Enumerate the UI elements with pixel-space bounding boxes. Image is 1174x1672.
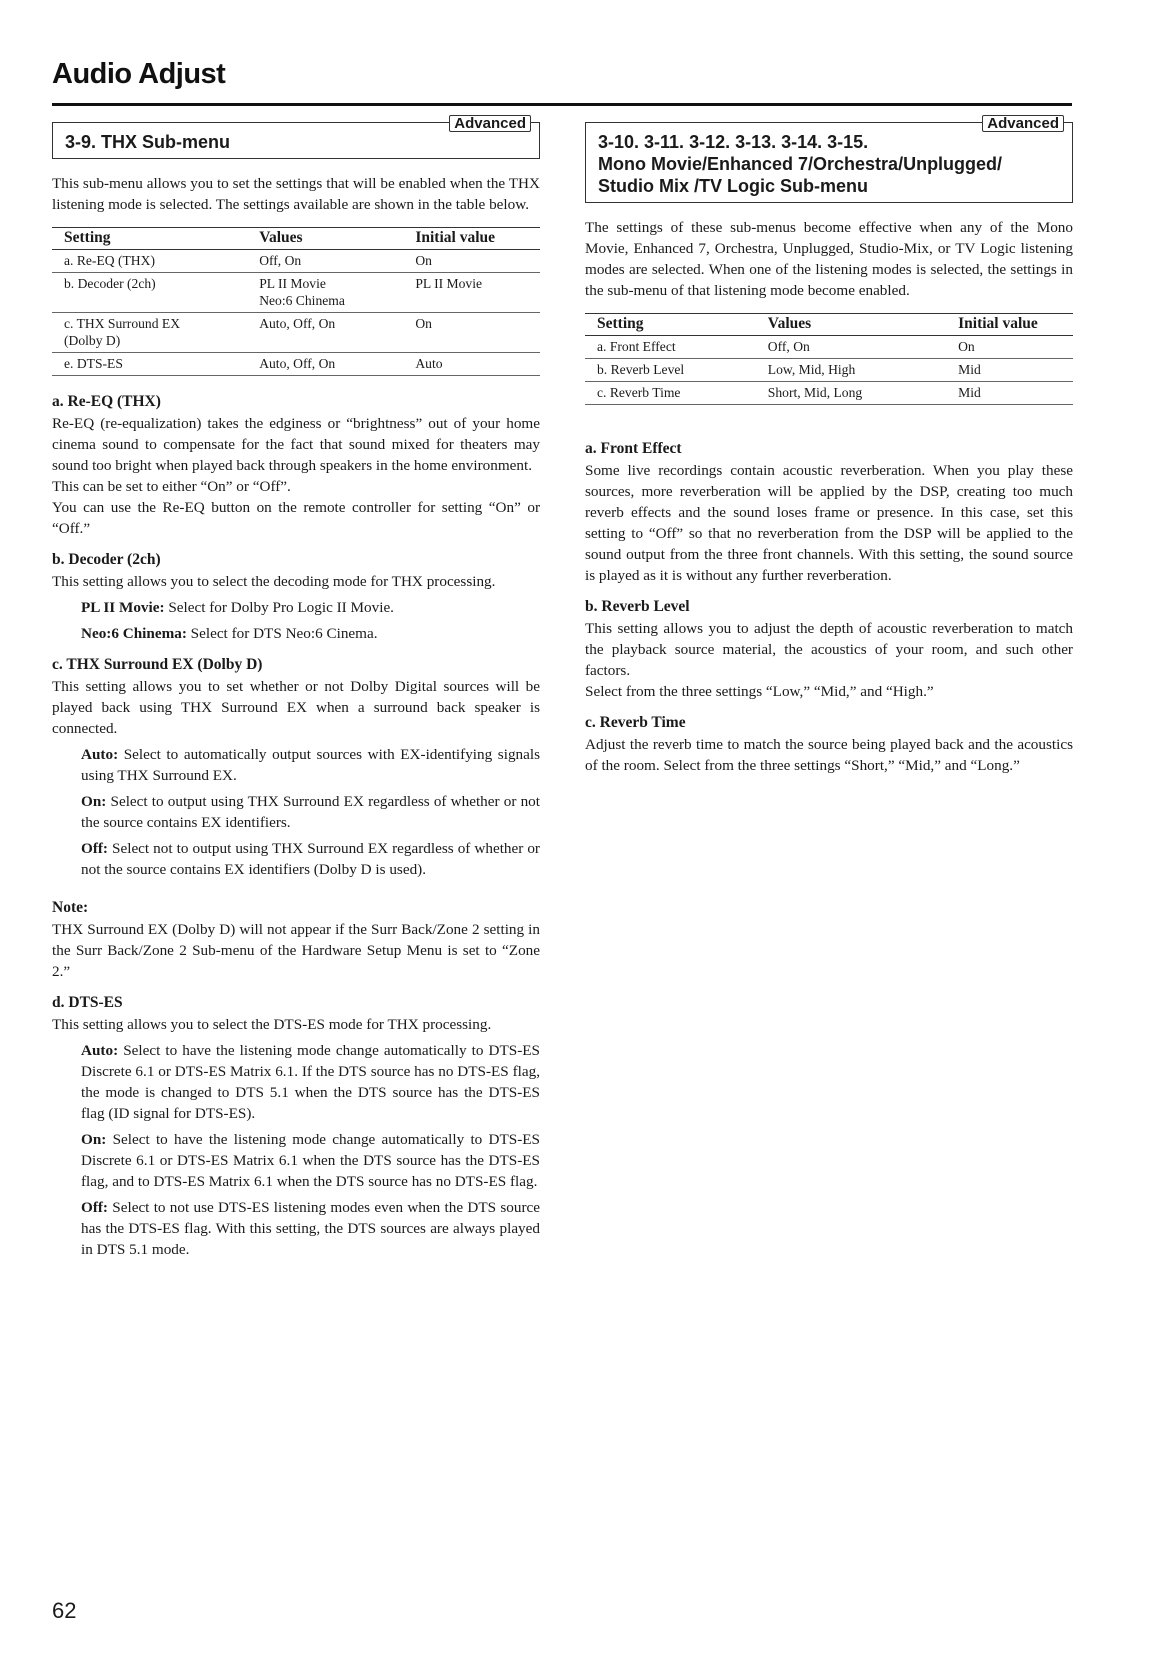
section-title: 3-9. THX Sub-menu [65, 132, 231, 152]
cell-initial: On [403, 313, 540, 353]
mono-movie-intro: The settings of these sub-menus become effective when any of the Mono Movie, Enhanced 7, Orchestra, Unplugged, Studio-Mix, or TV Logic listening modes are selected. When one of the listening modes is selected, the settings in the sub-menu of that listening mode become enabled. [585, 219, 1073, 299]
front-effect-heading: a. Front Effect [585, 440, 682, 457]
col-header-values: Values [756, 314, 946, 336]
col-header-initial: Initial value [403, 228, 540, 250]
mono-movie-section-header [585, 115, 1073, 203]
table-row [585, 336, 1073, 359]
thx-section-header [52, 115, 540, 159]
surround-item-on [52, 791, 540, 833]
cell-setting: b. Decoder (2ch) [52, 273, 247, 313]
reverb-level-heading: b. Reverb Level [585, 598, 690, 615]
dtses-item-off [52, 1197, 540, 1260]
col-header-setting: Setting [52, 228, 247, 250]
section-title-line-3: Studio Mix /TV Logic Sub-menu [598, 176, 868, 196]
table-header-row [52, 228, 540, 250]
section-title-line-1: 3-10. 3-11. 3-12. 3-13. 3-14. 3-15. [598, 132, 869, 152]
item-label: PL II Movie: [81, 599, 165, 616]
decoder-paragraph: This setting allows you to select the decoding mode for THX processing. [52, 573, 496, 590]
decoder-item-neo6 [52, 623, 540, 644]
reverb-time-paragraph: Adjust the reverb time to match the source being played back and the acoustics of the room. Select from the three settings “Short,” “Mid,” and “Long.” [585, 736, 1073, 774]
item-label: Auto: [81, 1042, 119, 1059]
item-text: Select to have the listening mode change automatically to DTS-ES Discrete 6.1 or DTS-ES Matrix 6.1 when the DTS source has the DTS-ES flag, and to DTS-ES Matrix 6.1 when the DTS source has no DTS-ES flag. [81, 1131, 540, 1190]
cell-setting: b. Reverb Level [585, 359, 756, 382]
reeq-paragraph-1: Re-EQ (re-equalization) takes the edginess or “brightness” out of your home cinema sound to compensate for the fact that sound mixed for theaters may sound too bright when played back through speakers in the home environment. [52, 415, 540, 474]
reeq-paragraph-3: You can use the Re-EQ button on the remote controller for setting “On” or “Off.” [52, 499, 540, 537]
col-header-setting: Setting [585, 314, 756, 336]
thx-settings-table [52, 227, 540, 376]
note-heading: Note: [52, 899, 89, 916]
item-text: Select to have the listening mode change automatically to DTS-ES Discrete 6.1 or DTS-ES Matrix 6.1. If the DTS source has no DTS-ES flag, the mode is changed to DTS 5.1 when the DTS source has the DTS-ES flag (ID signal for DTS-ES). [81, 1042, 540, 1122]
right-column [585, 115, 1073, 776]
item-text: Select to automatically output sources with EX-identifying signals using THX Surround EX. [81, 746, 540, 784]
item-label: On: [81, 793, 107, 810]
dtses-heading: d. DTS-ES [52, 994, 123, 1011]
cell-values: Auto, Off, On [247, 313, 403, 353]
note-text: THX Surround EX (Dolby D) will not appear if the Surr Back/Zone 2 setting in the Surr Back/Zone 2 Sub-menu of the Hardware Setup Menu is set to “Zone 2.” [52, 921, 540, 980]
reverb-level-paragraph-2: Select from the three settings “Low,” “Mid,” and “High.” [585, 683, 934, 700]
item-label: Off: [81, 840, 108, 857]
thx-intro: This sub-menu allows you to set the settings that will be enabled when the THX listening mode is selected. The settings available are shown in the table below. [52, 175, 540, 213]
mono-movie-settings-table [585, 313, 1073, 405]
col-header-values: Values [247, 228, 403, 250]
table-row [52, 313, 540, 353]
surround-item-off [52, 838, 540, 880]
table-header-row [585, 314, 1073, 336]
col-header-initial: Initial value [946, 314, 1073, 336]
cell-initial: Auto [403, 353, 540, 376]
item-label: Off: [81, 1199, 108, 1216]
surround-item-auto [52, 744, 540, 786]
dtses-item-auto [52, 1040, 540, 1124]
cell-values: Auto, Off, On [247, 353, 403, 376]
table-row [585, 359, 1073, 382]
reeq-heading: a. Re-EQ (THX) [52, 393, 161, 410]
surround-paragraph: This setting allows you to set whether or not Dolby Digital sources will be played back using THX Surround EX when a surround back speaker is connected. [52, 678, 540, 737]
decoder-heading: b. Decoder (2ch) [52, 551, 161, 568]
item-label: On: [81, 1131, 107, 1148]
item-text: Select to output using THX Surround EX regardless of whether or not the source contains EX identifiers. [81, 793, 540, 831]
cell-setting: e. DTS-ES [52, 353, 247, 376]
dtses-paragraph: This setting allows you to select the DTS-ES mode for THX processing. [52, 1016, 492, 1033]
item-label: Auto: [81, 746, 119, 763]
cell-initial: On [403, 250, 540, 273]
reverb-level-paragraph-1: This setting allows you to adjust the depth of acoustic reverberation to match the playback source material, the acoustics of your room, and such other factors. [585, 620, 1073, 679]
item-text: Select for Dolby Pro Logic II Movie. [164, 599, 394, 616]
cell-initial: PL II Movie [403, 273, 540, 313]
cell-initial: Mid [946, 359, 1073, 382]
cell-setting: c. THX Surround EX (Dolby D) [52, 313, 247, 353]
front-effect-paragraph: Some live recordings contain acoustic reverberation. When you play these sources, more reverberation will be applied by the DSP, creating too much reverb effects and the sound loses frame or presence. In this case, set this setting to “Off” so that no reverberation from the DSP will be applied to the sound output from the three front channels. With this setting, the sound source is played as it is without any further reverberation. [585, 462, 1073, 584]
surround-heading: c. THX Surround EX (Dolby D) [52, 656, 263, 673]
item-label: Neo:6 Chinema: [81, 625, 187, 642]
cell-initial: Mid [946, 382, 1073, 405]
reeq-paragraph-2: This can be set to either “On” or “Off”. [52, 478, 291, 495]
cell-values: Off, On [756, 336, 946, 359]
table-row [52, 250, 540, 273]
table-row [52, 353, 540, 376]
page-title: Audio Adjust [52, 58, 226, 90]
table-row [52, 273, 540, 313]
cell-values: Off, On [247, 250, 403, 273]
reverb-time-heading: c. Reverb Time [585, 714, 686, 731]
table-row [585, 382, 1073, 405]
advanced-badge: Advanced [449, 115, 531, 132]
section-title-line-2: Mono Movie/Enhanced 7/Orchestra/Unplugged/ [598, 154, 1003, 174]
cell-setting: a. Re-EQ (THX) [52, 250, 247, 273]
decoder-item-plii [52, 597, 540, 618]
cell-values: Low, Mid, High [756, 359, 946, 382]
title-rule [52, 103, 1072, 106]
cell-setting: c. Reverb Time [585, 382, 756, 405]
dtses-item-on [52, 1129, 540, 1192]
item-text: Select not to output using THX Surround EX regardless of whether or not the source contains EX identifiers (Dolby D is used). [81, 840, 540, 878]
cell-values: PL II Movie Neo:6 Chinema [247, 273, 403, 313]
advanced-badge: Advanced [982, 115, 1064, 132]
cell-initial: On [946, 336, 1073, 359]
page-number: 62 [52, 1598, 77, 1623]
left-column [52, 115, 540, 1260]
cell-setting: a. Front Effect [585, 336, 756, 359]
cell-values: Short, Mid, Long [756, 382, 946, 405]
item-text: Select for DTS Neo:6 Cinema. [186, 625, 378, 642]
item-text: Select to not use DTS-ES listening modes even when the DTS source has the DTS-ES flag. With this setting, the DTS sources are always played in DTS 5.1 mode. [81, 1199, 540, 1258]
